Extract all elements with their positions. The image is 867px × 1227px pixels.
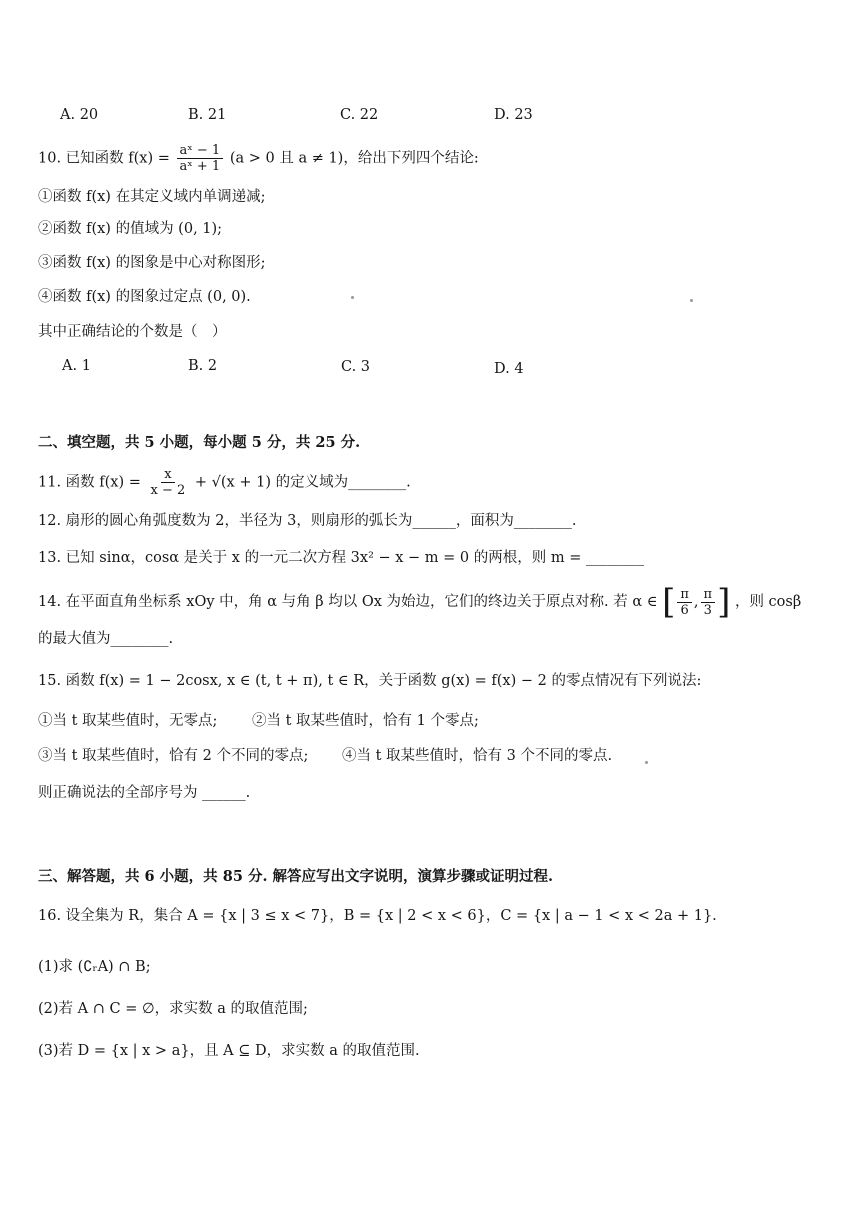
q11-frac-num: x (161, 467, 174, 483)
q14-line-2: 的最大值为________. (38, 631, 174, 647)
q11-frac-den: x − 2 (150, 483, 186, 498)
q10-item-3: ③函数 f(x) 的图象是中心对称图形; (38, 255, 266, 271)
q12: 12. 扇形的圆心角弧度数为 2，半径为 3，则扇形的弧长为______，面积为________. (38, 513, 577, 529)
scan-speck (690, 299, 693, 302)
section-3-heading: 三、解答题，共 6 小题，共 85 分. 解答应写出文字说明，演算步骤或证明过程. (38, 868, 554, 885)
q15-item-3: ③当 t 取某些值时，恰有 2 个不同的零点; (38, 748, 309, 764)
q11-suffix: + √(x + 1) 的定义域为________. (194, 474, 411, 491)
q15-item-4: ④当 t 取某些值时，恰有 3 个不同的零点. (342, 748, 613, 764)
scan-speck (645, 761, 648, 764)
q16-part-2: (2)若 A ∩ C = ∅，求实数 a 的取值范围; (38, 1001, 308, 1017)
q15-item-2: ②当 t 取某些值时，恰有 1 个零点; (252, 713, 479, 729)
q14-fraction-2 (701, 587, 716, 618)
q10-option-d: D. 4 (494, 361, 524, 377)
q14-left-bracket: [ (662, 582, 676, 622)
q11-fraction (148, 467, 189, 498)
q10-fraction (177, 143, 224, 174)
scan-speck (351, 296, 354, 299)
q14-frac2-num: π (701, 587, 716, 603)
q13: 13. 已知 sinα，cosα 是关于 x 的一元二次方程 3x² − x − m = 0 的两根，则 m = ________ (38, 550, 644, 566)
q16-part-3: (3)若 D = {x | x > a}，且 A ⊆ D，求实数 a 的取值范围. (38, 1043, 420, 1059)
section-2-heading: 二、填空题，共 5 小题，每小题 5 分，共 25 分. (38, 434, 361, 451)
q10-option-b: B. 2 (188, 358, 218, 374)
q10-item-4: ④函数 f(x) 的图象过定点 (0, 0). (38, 289, 251, 305)
q14-suffix: ，则 cosβ (734, 594, 802, 610)
q15-item-1: ①当 t 取某些值时，无零点; (38, 713, 218, 729)
q10-stem-prefix: 10. 已知函数 f(x) = (38, 150, 170, 167)
q14-frac1-num: π (677, 587, 692, 603)
q14-fraction-1 (677, 587, 692, 618)
q10-item-2: ②函数 f(x) 的值域为 (0, 1); (38, 221, 223, 237)
q10-stem (38, 143, 479, 174)
q14-frac2-den: 3 (703, 602, 712, 618)
q14-right-bracket: ] (717, 582, 731, 622)
q11-prefix: 11. 函数 f(x) = (38, 474, 141, 491)
q10-frac-num: aˣ − 1 (177, 143, 224, 159)
q10-frac-den: aˣ + 1 (179, 159, 221, 174)
q10-option-c: C. 3 (341, 359, 371, 375)
q9-option-c: C. 22 (340, 107, 379, 123)
q9-option-a: A. 20 (60, 107, 99, 123)
q14-frac1-den: 6 (680, 602, 689, 618)
q14: 14. 在平面直角坐标系 xOy 中，角 α 与角 β 均以 Ox 为始边，它们的终边关于原点对称. 若 α ∈ [ $\frac{\pi}{6}$ , $\frac{\pi}{3}$ ] ，则 cosβ (38, 582, 802, 622)
q10-stem-suffix: (a > 0 且 a ≠ 1)，给出下列四个结论: (229, 150, 479, 167)
q10-question: 其中正确结论的个数是（ ） (38, 324, 227, 340)
q14-prefix: 14. 在平面直角坐标系 xOy 中，角 α 与角 β 均以 Ox 为始边，它们的终边关于原点对称. 若 α ∈ (38, 594, 658, 610)
q11 (38, 467, 411, 498)
q15-stem: 15. 函数 f(x) = 1 − 2cosx, x ∈ (t, t + π), t ∈ R，关于函数 g(x) = f(x) − 2 的零点情况有下列说法: (38, 673, 702, 689)
q15-question: 则正确说法的全部序号为 ______. (38, 785, 251, 801)
q9-option-d: D. 23 (494, 107, 533, 123)
q10-item-1: ①函数 f(x) 在其定义域内单调递减; (38, 189, 266, 205)
q16-part-1: (1)求 (∁ᵣA) ∩ B; (38, 959, 151, 975)
q16-stem: 16. 设全集为 R，集合 A = {x | 3 ≤ x < 7}，B = {x | 2 < x < 6}，C = {x | a − 1 < x < 2a + 1}. (38, 908, 717, 924)
q9-option-b: B. 21 (188, 107, 227, 123)
q10-option-a: A. 1 (62, 358, 91, 374)
